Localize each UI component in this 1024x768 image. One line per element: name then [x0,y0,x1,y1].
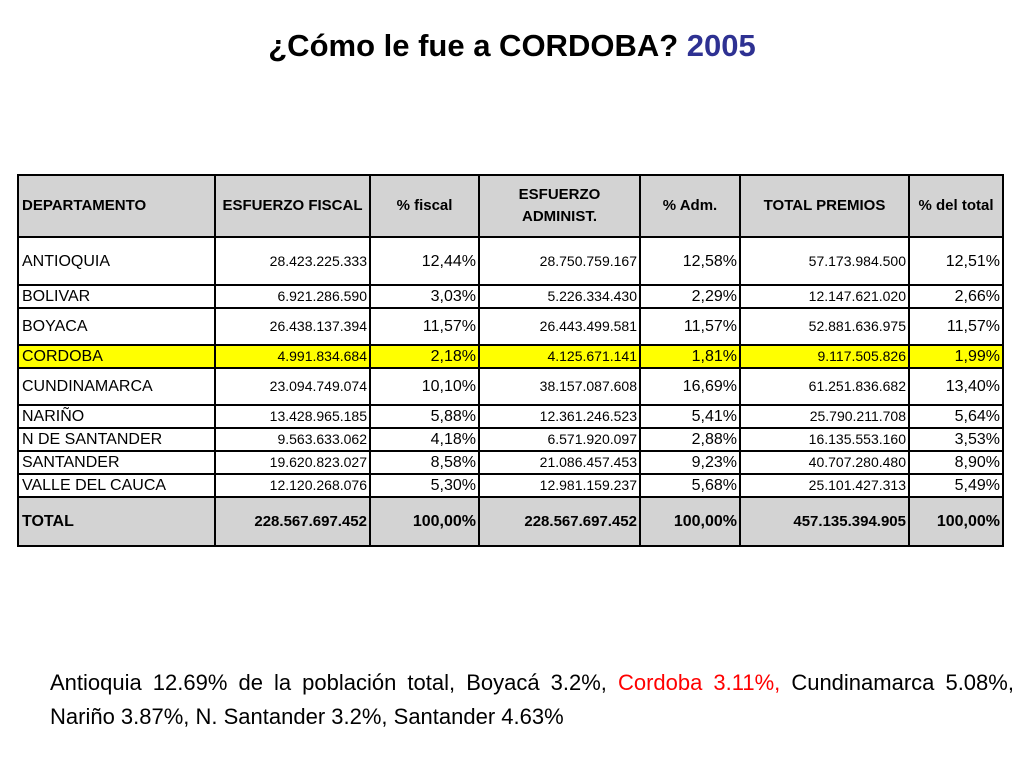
title-text: ¿Cómo le fue a CORDOBA? [268,28,679,63]
table-row [18,237,1003,285]
total-pct-total: 100,00% [909,497,1003,546]
cell-total-premios: 52.881.636.975 [740,308,909,345]
cell-total-premios: 25.101.427.313 [740,474,909,497]
cell-esfuerzo-administ: 21.086.457.453 [479,451,640,474]
cell-pct-fiscal: 12,44% [370,237,479,285]
cell-total-premios: 16.135.553.160 [740,428,909,451]
header-pct-fiscal: % fiscal [370,175,479,237]
cell-esfuerzo-fiscal: 13.428.965.185 [215,405,370,428]
cell-departamento: CORDOBA [18,345,215,368]
cell-total-premios: 61.251.836.682 [740,368,909,405]
cell-esfuerzo-administ: 5.226.334.430 [479,285,640,308]
table-row [18,474,1003,497]
table-row [18,308,1003,345]
cell-esfuerzo-administ: 38.157.087.608 [479,368,640,405]
cell-total-premios: 57.173.984.500 [740,237,909,285]
cell-esfuerzo-administ: 12.361.246.523 [479,405,640,428]
cell-pct-total: 8,90% [909,451,1003,474]
total-pct-adm: 100,00% [640,497,740,546]
cell-pct-total: 3,53% [909,428,1003,451]
cell-pct-total: 11,57% [909,308,1003,345]
note-text-start: Antioquia 12.69% de la población total, Boyacá 3.2%, [50,670,607,695]
note-text-end: Cundinamarca 5.08%, Nariño 3.87%, N. Santander 3.2%, Santander 4.63% [50,670,1014,729]
total-esfuerzo-fiscal: 228.567.697.452 [215,497,370,546]
header-total-premios: TOTAL PREMIOS [740,175,909,237]
header-departamento: DEPARTAMENTO [18,175,215,237]
cell-esfuerzo-administ: 6.571.920.097 [479,428,640,451]
cell-pct-total: 5,64% [909,405,1003,428]
cell-esfuerzo-fiscal: 9.563.633.062 [215,428,370,451]
cell-esfuerzo-fiscal: 28.423.225.333 [215,237,370,285]
cell-esfuerzo-administ: 12.981.159.237 [479,474,640,497]
premios-table [17,174,1004,547]
cell-pct-fiscal: 3,03% [370,285,479,308]
header-pct-adm: % Adm. [640,175,740,237]
total-premios: 457.135.394.905 [740,497,909,546]
population-note [50,666,1014,734]
cell-total-premios: 12.147.621.020 [740,285,909,308]
cell-pct-fiscal: 4,18% [370,428,479,451]
title-year: 2005 [686,28,756,63]
cell-departamento: ANTIOQUIA [18,237,215,285]
cell-pct-fiscal: 10,10% [370,368,479,405]
cell-departamento: SANTANDER [18,451,215,474]
table-row [18,368,1003,405]
table-header-row [18,175,1003,237]
cell-pct-fiscal: 2,18% [370,345,479,368]
cell-pct-fiscal: 11,57% [370,308,479,345]
cell-pct-adm: 11,57% [640,308,740,345]
cell-pct-fiscal: 5,88% [370,405,479,428]
cell-total-premios: 9.117.505.826 [740,345,909,368]
cell-pct-adm: 2,88% [640,428,740,451]
cell-pct-adm: 12,58% [640,237,740,285]
cell-esfuerzo-fiscal: 23.094.749.074 [215,368,370,405]
cell-pct-adm: 5,41% [640,405,740,428]
cell-esfuerzo-administ: 28.750.759.167 [479,237,640,285]
cell-total-premios: 25.790.211.708 [740,405,909,428]
cell-esfuerzo-administ: 26.443.499.581 [479,308,640,345]
cell-departamento: NARIÑO [18,405,215,428]
header-pct-total: % del total [909,175,1003,237]
table-row [18,405,1003,428]
total-pct-fiscal: 100,00% [370,497,479,546]
table-row [18,428,1003,451]
cell-departamento: BOLIVAR [18,285,215,308]
cell-pct-fiscal: 8,58% [370,451,479,474]
cell-pct-fiscal: 5,30% [370,474,479,497]
header-esfuerzo-fiscal: ESFUERZO FISCAL [215,175,370,237]
table-total-row [18,497,1003,546]
cell-departamento: VALLE DEL CAUCA [18,474,215,497]
cell-pct-total: 5,49% [909,474,1003,497]
table-row [18,285,1003,308]
cell-esfuerzo-fiscal: 26.438.137.394 [215,308,370,345]
cell-pct-adm: 2,29% [640,285,740,308]
cell-pct-adm: 9,23% [640,451,740,474]
page-title [0,28,1024,64]
total-label: TOTAL [18,497,215,546]
table-row [18,451,1003,474]
note-highlight: Cordoba 3.11%, [617,670,781,695]
cell-esfuerzo-administ: 4.125.671.141 [479,345,640,368]
header-esfuerzo-administ: ESFUERZO ADMINIST. [479,175,640,237]
cell-esfuerzo-fiscal: 4.991.834.684 [215,345,370,368]
cell-departamento: N DE SANTANDER [18,428,215,451]
total-esfuerzo-administ: 228.567.697.452 [479,497,640,546]
cell-pct-total: 1,99% [909,345,1003,368]
cell-pct-adm: 16,69% [640,368,740,405]
cell-esfuerzo-fiscal: 12.120.268.076 [215,474,370,497]
cell-total-premios: 40.707.280.480 [740,451,909,474]
cell-pct-adm: 1,81% [640,345,740,368]
cell-departamento: CUNDINAMARCA [18,368,215,405]
cell-pct-total: 2,66% [909,285,1003,308]
cell-esfuerzo-fiscal: 19.620.823.027 [215,451,370,474]
table-row-highlighted [18,345,1003,368]
cell-departamento: BOYACA [18,308,215,345]
cell-pct-total: 12,51% [909,237,1003,285]
cell-esfuerzo-fiscal: 6.921.286.590 [215,285,370,308]
cell-pct-adm: 5,68% [640,474,740,497]
cell-pct-total: 13,40% [909,368,1003,405]
